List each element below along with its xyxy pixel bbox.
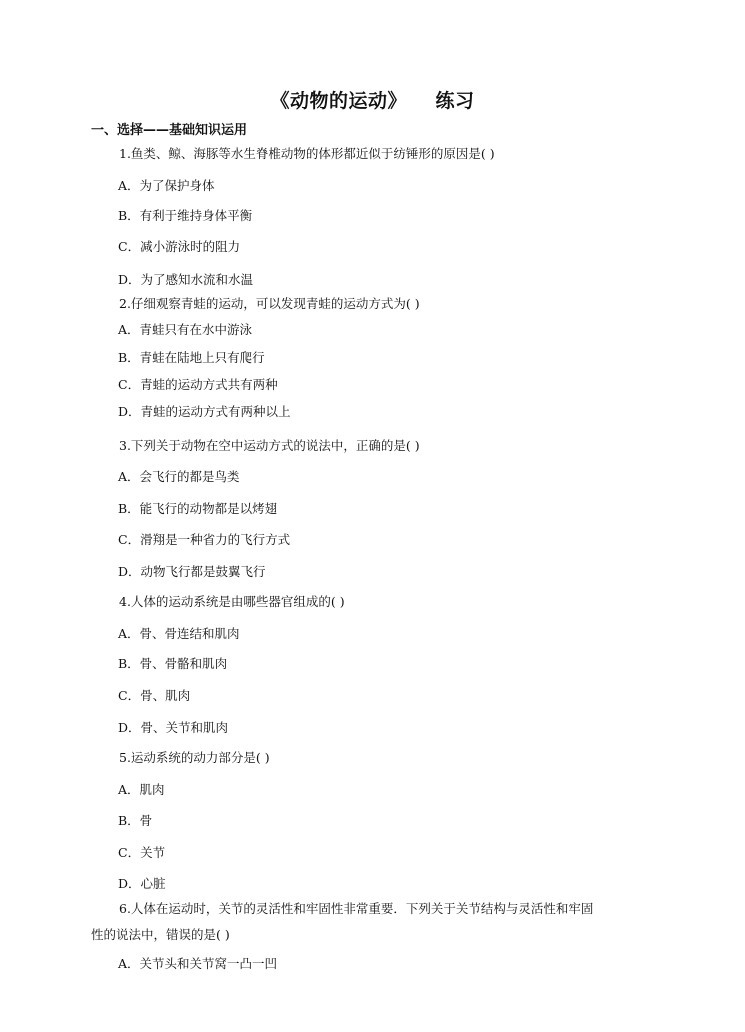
question-4-option-a: A．骨、骨连结和肌肉 [118, 626, 240, 641]
document-title: 《动物的运动》 练习 [270, 90, 475, 112]
question-4-stem: 4.人体的运动系统是由哪些器官组成的( ) [119, 594, 345, 609]
question-2-option-d: D．青蛙的运动方式有两种以上 [118, 404, 291, 419]
question-4-option-b: B．骨、骨骼和肌肉 [118, 656, 228, 671]
question-6-option-a: A．关节头和关节窝一凸一凹 [118, 956, 278, 971]
question-2-option-c: C．青蛙的运动方式共有两种 [118, 377, 278, 392]
question-5-option-a: A．肌肉 [118, 782, 165, 797]
question-3-option-c: C．滑翔是一种省力的飞行方式 [118, 532, 291, 547]
question-4-option-c: C．骨、肌肉 [118, 688, 191, 703]
question-1-option-a: A．为了保护身体 [118, 178, 215, 193]
question-1-stem: 1.鱼类、鲸、海豚等水生脊椎动物的体形都近似于纺锤形的原因是( ) [119, 146, 495, 161]
question-3-option-d: D．动物飞行都是鼓翼飞行 [118, 564, 266, 579]
question-6-stem-line-2: 性的说法中，错误的是( ) [91, 927, 230, 942]
question-3-option-b: B．能飞行的动物都是以烤翅 [118, 501, 278, 516]
question-2-option-b: B．青蛙在陆地上只有爬行 [118, 350, 265, 365]
question-5-option-d: D．心脏 [118, 876, 166, 891]
question-5-option-b: B．骨 [118, 813, 153, 828]
question-5-option-c: C．关节 [118, 845, 166, 860]
question-3-stem: 3.下列关于动物在空中运动方式的说法中，正确的是( ) [119, 438, 420, 453]
question-2-option-a: A．青蛙只有在水中游泳 [118, 322, 253, 337]
question-1-option-d: D．为了感知水流和水温 [118, 272, 254, 287]
question-3-option-a: A．会飞行的都是鸟类 [118, 469, 240, 484]
question-4-option-d: D．骨、关节和肌肉 [118, 720, 229, 735]
section-heading: 一、选择——基础知识运用 [91, 123, 248, 138]
question-2-stem: 2.仔细观察青蛙的运动，可以发现青蛙的运动方式为( ) [119, 296, 420, 311]
question-1-option-b: B．有利于维持身体平衡 [118, 208, 253, 223]
question-6-stem-line-1: 6.人体在运动时，关节的灵活性和牢固性非常重要．下列关于关节结构与灵活性和牢固 [119, 901, 594, 916]
question-1-option-c: C．减小游泳时的阻力 [118, 239, 241, 254]
question-5-stem: 5.运动系统的动力部分是( ) [119, 750, 270, 765]
